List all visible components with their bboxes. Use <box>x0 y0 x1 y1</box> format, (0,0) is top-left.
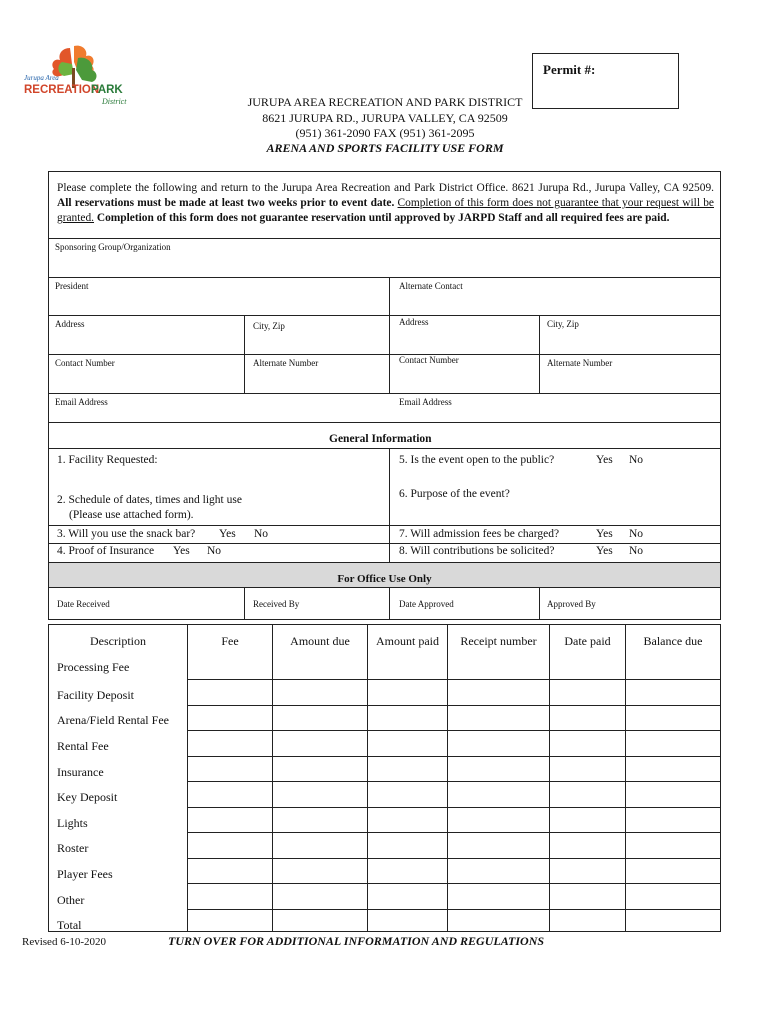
turn-over-note: TURN OVER FOR ADDITIONAL INFORMATION AND REGULATIONS <box>168 934 545 948</box>
alt-address-field[interactable]: Address <box>399 317 429 327</box>
contributions-yes[interactable]: Yes <box>596 545 613 557</box>
fee-row-insurance: Insurance <box>57 765 104 779</box>
header-address: 8621 JURUPA RD., JURUPA VALLEY, CA 92509 <box>262 111 508 125</box>
intro-text <box>57 181 714 227</box>
alternate-number-field[interactable]: Alternate Number <box>253 358 319 368</box>
header-org: JURUPA AREA RECREATION AND PARK DISTRICT <box>247 95 523 109</box>
fee-row-processing: Processing Fee <box>57 660 130 674</box>
logo-district: District <box>102 97 127 106</box>
col-amount-paid: Amount paid <box>376 634 439 648</box>
alternate-contact-field[interactable]: Alternate Contact <box>399 281 463 291</box>
col-receipt-number: Receipt number <box>460 634 537 648</box>
email-field[interactable]: Email Address <box>55 397 108 407</box>
col-date-paid: Date paid <box>564 634 611 648</box>
contributions-question: 8. Will contributions be solicited? <box>399 545 555 557</box>
president-field[interactable]: President <box>55 281 89 291</box>
alt-alternate-number-field[interactable]: Alternate Number <box>547 358 613 368</box>
open-public-question: 5. Is the event open to the public? <box>399 454 555 466</box>
admission-yes[interactable]: Yes <box>596 528 613 540</box>
snack-bar-yes[interactable]: Yes <box>219 528 236 540</box>
intro-p2: All reservations must be made at least two weeks prior to event date. <box>57 197 395 210</box>
fee-row-other: Other <box>57 893 85 907</box>
contact-number-field[interactable]: Contact Number <box>55 358 115 368</box>
intro-p1: Please complete the following and return to the Jurupa Area Recreation and Park District Office. 8621 Jurupa Rd., Jurupa Valley, CA 92509. <box>57 182 714 194</box>
col-balance-due: Balance due <box>643 634 703 648</box>
logo-recreation: RECREATION <box>24 84 100 96</box>
leaf-icon <box>52 46 96 88</box>
col-description: Description <box>90 634 146 648</box>
logo-park: PARK <box>91 84 123 96</box>
snack-bar-no[interactable]: No <box>254 528 269 540</box>
purpose-field[interactable]: 6. Purpose of the event? <box>399 488 510 500</box>
open-public-no[interactable]: No <box>629 454 644 466</box>
form-title-text: ARENA AND SPORTS FACILITY USE FORM <box>266 141 504 155</box>
insurance-no[interactable]: No <box>207 545 222 557</box>
date-received-field[interactable]: Date Received <box>57 599 110 609</box>
fee-row-rental: Rental Fee <box>57 739 109 753</box>
fees-table <box>48 624 721 932</box>
fee-row-arena-rental: Arena/Field Rental Fee <box>57 713 169 727</box>
fee-row-player-fees: Player Fees <box>57 867 113 881</box>
alt-contact-number-field[interactable]: Contact Number <box>399 355 459 365</box>
admission-question: 7. Will admission fees be charged? <box>399 528 560 540</box>
fee-row-lights: Lights <box>57 816 88 830</box>
admission-no[interactable]: No <box>629 528 644 540</box>
intro-p3: Completion of this form does not guarantee that your request will be granted. <box>57 197 714 225</box>
revision-date: Revised 6-10-2020 <box>22 936 107 948</box>
schedule-note: (Please use attached form). <box>69 509 194 521</box>
office-use-section <box>48 562 721 620</box>
header-phone: (951) 361-2090 FAX (951) 361-2095 <box>295 126 475 140</box>
intro-p4: Completion of this form does not guarantee reservation until approved by JARPD Staff and all required fees are paid. <box>96 212 670 225</box>
facility-requested-field[interactable]: 1. Facility Requested: <box>57 454 158 466</box>
fee-row-total: Total <box>57 918 82 932</box>
schedule-question: 2. Schedule of dates, times and light use <box>57 494 242 506</box>
open-public-yes[interactable]: Yes <box>596 454 613 466</box>
office-use-bar <box>49 563 720 588</box>
received-by-field[interactable]: Received By <box>253 599 300 609</box>
col-amount-due: Amount due <box>290 634 350 648</box>
sponsoring-group-field[interactable]: Sponsoring Group/Organization <box>55 242 171 252</box>
office-use-title: For Office Use Only <box>337 573 432 585</box>
fee-row-facility-deposit: Facility Deposit <box>57 688 134 702</box>
insurance-question: 4. Proof of Insurance <box>57 545 155 557</box>
general-info-title: General Information <box>329 433 432 445</box>
insurance-yes[interactable]: Yes <box>173 545 190 557</box>
date-approved-field[interactable]: Date Approved <box>399 599 454 609</box>
snack-bar-question: 3. Will you use the snack bar? <box>57 528 196 540</box>
approved-by-field[interactable]: Approved By <box>547 599 596 609</box>
alt-email-field[interactable]: Email Address <box>399 397 452 407</box>
district-logo <box>22 44 134 110</box>
form-title <box>170 141 600 157</box>
alt-city-zip-field[interactable]: City, Zip <box>547 319 579 329</box>
fee-row-roster: Roster <box>57 841 89 855</box>
col-fee: Fee <box>221 634 239 648</box>
address-field[interactable]: Address <box>55 319 85 329</box>
contributions-no[interactable]: No <box>629 545 644 557</box>
logo-top-text: Jurupa Area <box>24 74 59 82</box>
application-form <box>48 171 721 564</box>
permit-label: Permit #: <box>543 62 596 77</box>
fee-row-key-deposit: Key Deposit <box>57 790 118 804</box>
city-zip-field[interactable]: City, Zip <box>253 321 285 331</box>
